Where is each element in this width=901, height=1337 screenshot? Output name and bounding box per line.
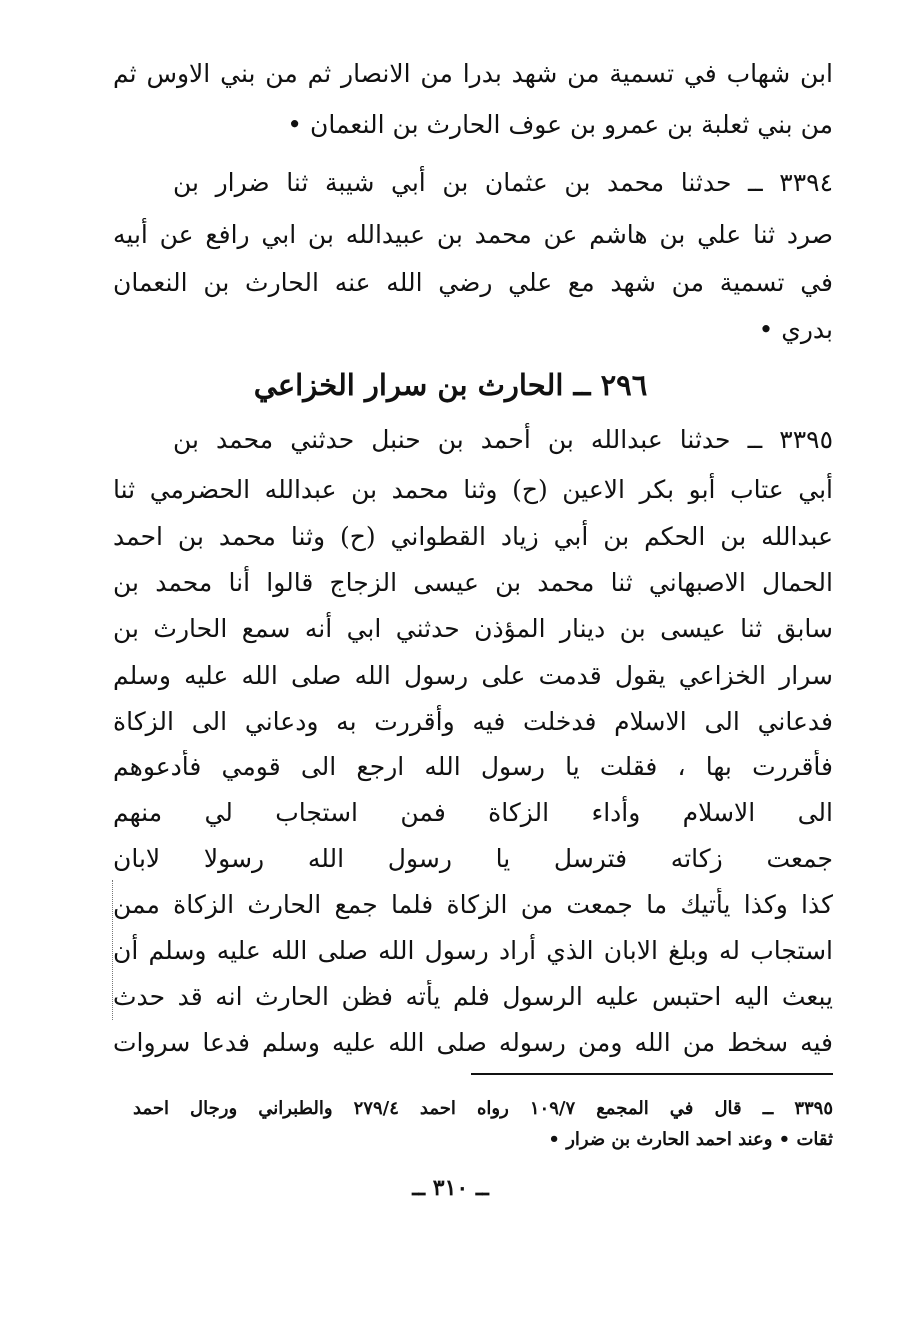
hadith-3395-line-8: فأقررت بها ، فقلت يا رسول الله ارجع الى قومي فأدعوهم	[113, 752, 833, 781]
hadith-3394-line-2: صرد ثنا علي بن هاشم عن محمد بن عبيدالله بن ابي رافع عن أبيه	[113, 220, 833, 249]
scan-margin-mark	[112, 880, 114, 1020]
hadith-3395-line-10: جمعت زكاته فترسل يا رسول الله رسولا لابان	[113, 844, 833, 873]
hadith-3395-line-7: فدعاني الى الاسلام فدخلت فيه وأقررت به ودعاني الى الزكاة	[113, 707, 833, 736]
hadith-3395-line-13: يبعث اليه احتبس عليه الرسول فلم يأته فظن الحارث انه قد حدث	[113, 982, 833, 1011]
footnote-separator	[471, 1073, 833, 1075]
footnote-line-1: ٣٣٩٥ ــ قال في المجمع ١٠٩/٧ رواه احمد ٢٧٩/٤ والطبراني ورجال احمد	[133, 1098, 833, 1119]
hadith-3395-line-6: سرار الخزاعي يقول قدمت على رسول الله صلى الله عليه وسلم	[113, 661, 833, 690]
text-line-1: ابن شهاب في تسمية من شهد بدرا من الانصار ثم من بني الاوس ثم	[113, 59, 833, 88]
text-line-2: من بني ثعلبة بن عمرو بن عوف الحارث بن النعمان •	[287, 110, 833, 139]
hadith-3395-line-1: ٣٣٩٥ ــ حدثنا عبدالله بن أحمد بن حنبل حدثني محمد بن	[173, 425, 833, 454]
hadith-3395-line-3: عبدالله بن الحكم بن أبي زياد القطواني (ح) وثنا محمد بن احمد	[113, 522, 833, 551]
hadith-3394-line-3: في تسمية من شهد مع علي رضي الله عنه الحارث بن النعمان	[113, 268, 833, 297]
hadith-3394-line-4: بدري •	[758, 315, 833, 344]
page-number: ــ ٣١٠ ــ	[412, 1175, 489, 1201]
hadith-3395-line-12: استجاب له وبلغ الابان الذي أراد رسول الله صلى الله عليه وسلم أن	[113, 936, 833, 965]
hadith-3395-line-5: سابق ثنا عيسى بن دينار المؤذن حدثني ابي أنه سمع الحارث بن	[113, 614, 833, 643]
hadith-3395-line-9: الى الاسلام وأداء الزكاة فمن استجاب لي منهم	[113, 798, 833, 827]
hadith-3395-line-2: أبي عتاب أبو بكر الاعين (ح) وثنا محمد بن عبدالله الحضرمي ثنا	[113, 475, 833, 504]
footnote-line-2: ثقات • وعند احمد الحارث بن ضرار •	[548, 1129, 833, 1150]
hadith-3395-line-14: فيه سخط من الله ومن رسوله صلى الله عليه وسلم فدعا سروات	[113, 1028, 833, 1057]
section-heading: ٢٩٦ ــ الحارث بن سرار الخزاعي	[253, 368, 648, 402]
hadith-3395-line-4: الحمال الاصبهاني ثنا محمد بن عيسى الزجاج قالوا أنا محمد بن	[113, 568, 833, 597]
hadith-3395-line-11: كذا وكذا يأتيك ما جمعت من الزكاة فلما جمع الحارث الزكاة ممن	[113, 890, 833, 919]
hadith-3394-line-1: ٣٣٩٤ ــ حدثنا محمد بن عثمان بن أبي شيبة ثنا ضرار بن	[173, 168, 833, 197]
